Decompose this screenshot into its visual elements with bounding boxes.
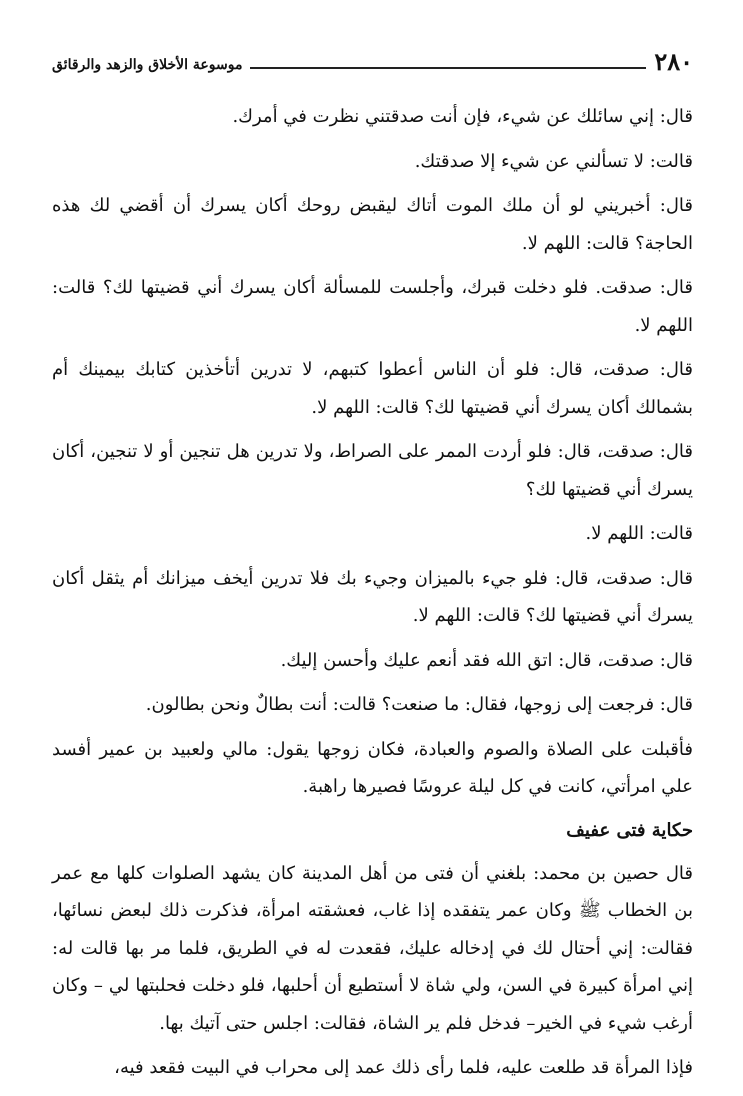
page-number: ٢٨٠ [654, 47, 693, 76]
paragraph: قال: صدقت، قال: اتق الله فقد أنعم عليك وأحسن إليك. [280, 649, 693, 671]
paragraph: قال: صدقت، قال: فلو أن الناس أعطوا كتبهم، لا تدرين أتأخذين كتابك بيمينك أم بشمالك أكان يسرك أني قضيتها لك؟ قالت: اللهم لا. [52, 359, 693, 418]
paragraph: فإذا المرأة قد طلعت عليه، فلما رأى ذلك عمد إلى محراب في البيت فقعد فيه، [114, 1057, 693, 1078]
paragraph: قالت: لا تسألني عن شيء إلا صدقتك. [414, 150, 693, 172]
paragraph: قال: إني سائلك عن شيء، فإن أنت صدقتني نظرت في أمرك. [232, 106, 693, 127]
header-rule [250, 67, 646, 69]
page-body [52, 98, 693, 1087]
paragraph: قال: أخبريني لو أن ملك الموت أتاك ليقبض روحك أكان يسرك أن أقضي لك هذه الحاجة؟ قالت: اللهم لا. [52, 195, 693, 254]
running-title: موسوعة الأخلاق والزهد والرقائق [52, 57, 243, 73]
paragraph: قال حصين بن محمد: بلغني أن فتى من أهل المدينة كان يشهد الصلوات كلها مع عمر بن الخطاب ﷺ وكان عمر يتفقده إذا غاب، فعشقته امرأة، فذكرت ذلك لبعض نسائها، فقالت: إني أحتال لك في إدخاله عليك، فقعدت له في الطريق، فلما مر بها قالت له: إني امرأة كبيرة في السن، ولي شاة لا أستطيع أن أحلبها، فلو دخلت فحلبتها لي – وكان أرغب شيء في الخير– فدخل فلم ير الشاة، فقالت: اجلس حتى آتيك بها. [52, 862, 693, 1034]
paragraph: فأقبلت على الصلاة والصوم والعبادة، فكان زوجها يقول: مالي ولعبيد بن عمير أفسد علي امرأتي، كانت في كل ليلة عروسًا فصيرها راهبة. [52, 738, 693, 797]
paragraph: قال: صدقت، قال: فلو أردت الممر على الصراط، ولا تدرين هل تنجين أو لا تنجين، أكان يسرك أني قضيتها لك؟ [52, 441, 693, 500]
section-heading: حكاية فتى عفيف [566, 819, 693, 841]
paragraph: قال: صدقت، قال: فلو جيء بالميزان وجيء بك فلا تدرين أيخف ميزانك أم يثقل أكان يسرك أني قضيتها لك؟ قالت: اللهم لا. [52, 567, 693, 626]
paragraph: قالت: اللهم لا. [585, 523, 693, 544]
paragraph: قال: صدقت. فلو دخلت قبرك، وأجلست للمسألة أكان يسرك أني قضيتها لك؟ قالت: اللهم لا. [52, 277, 693, 336]
page-header [52, 40, 693, 74]
paragraph: قال: فرجعت إلى زوجها، فقال: ما صنعت؟ قالت: أنت بطالٌ ونحن بطالون. [145, 694, 693, 715]
